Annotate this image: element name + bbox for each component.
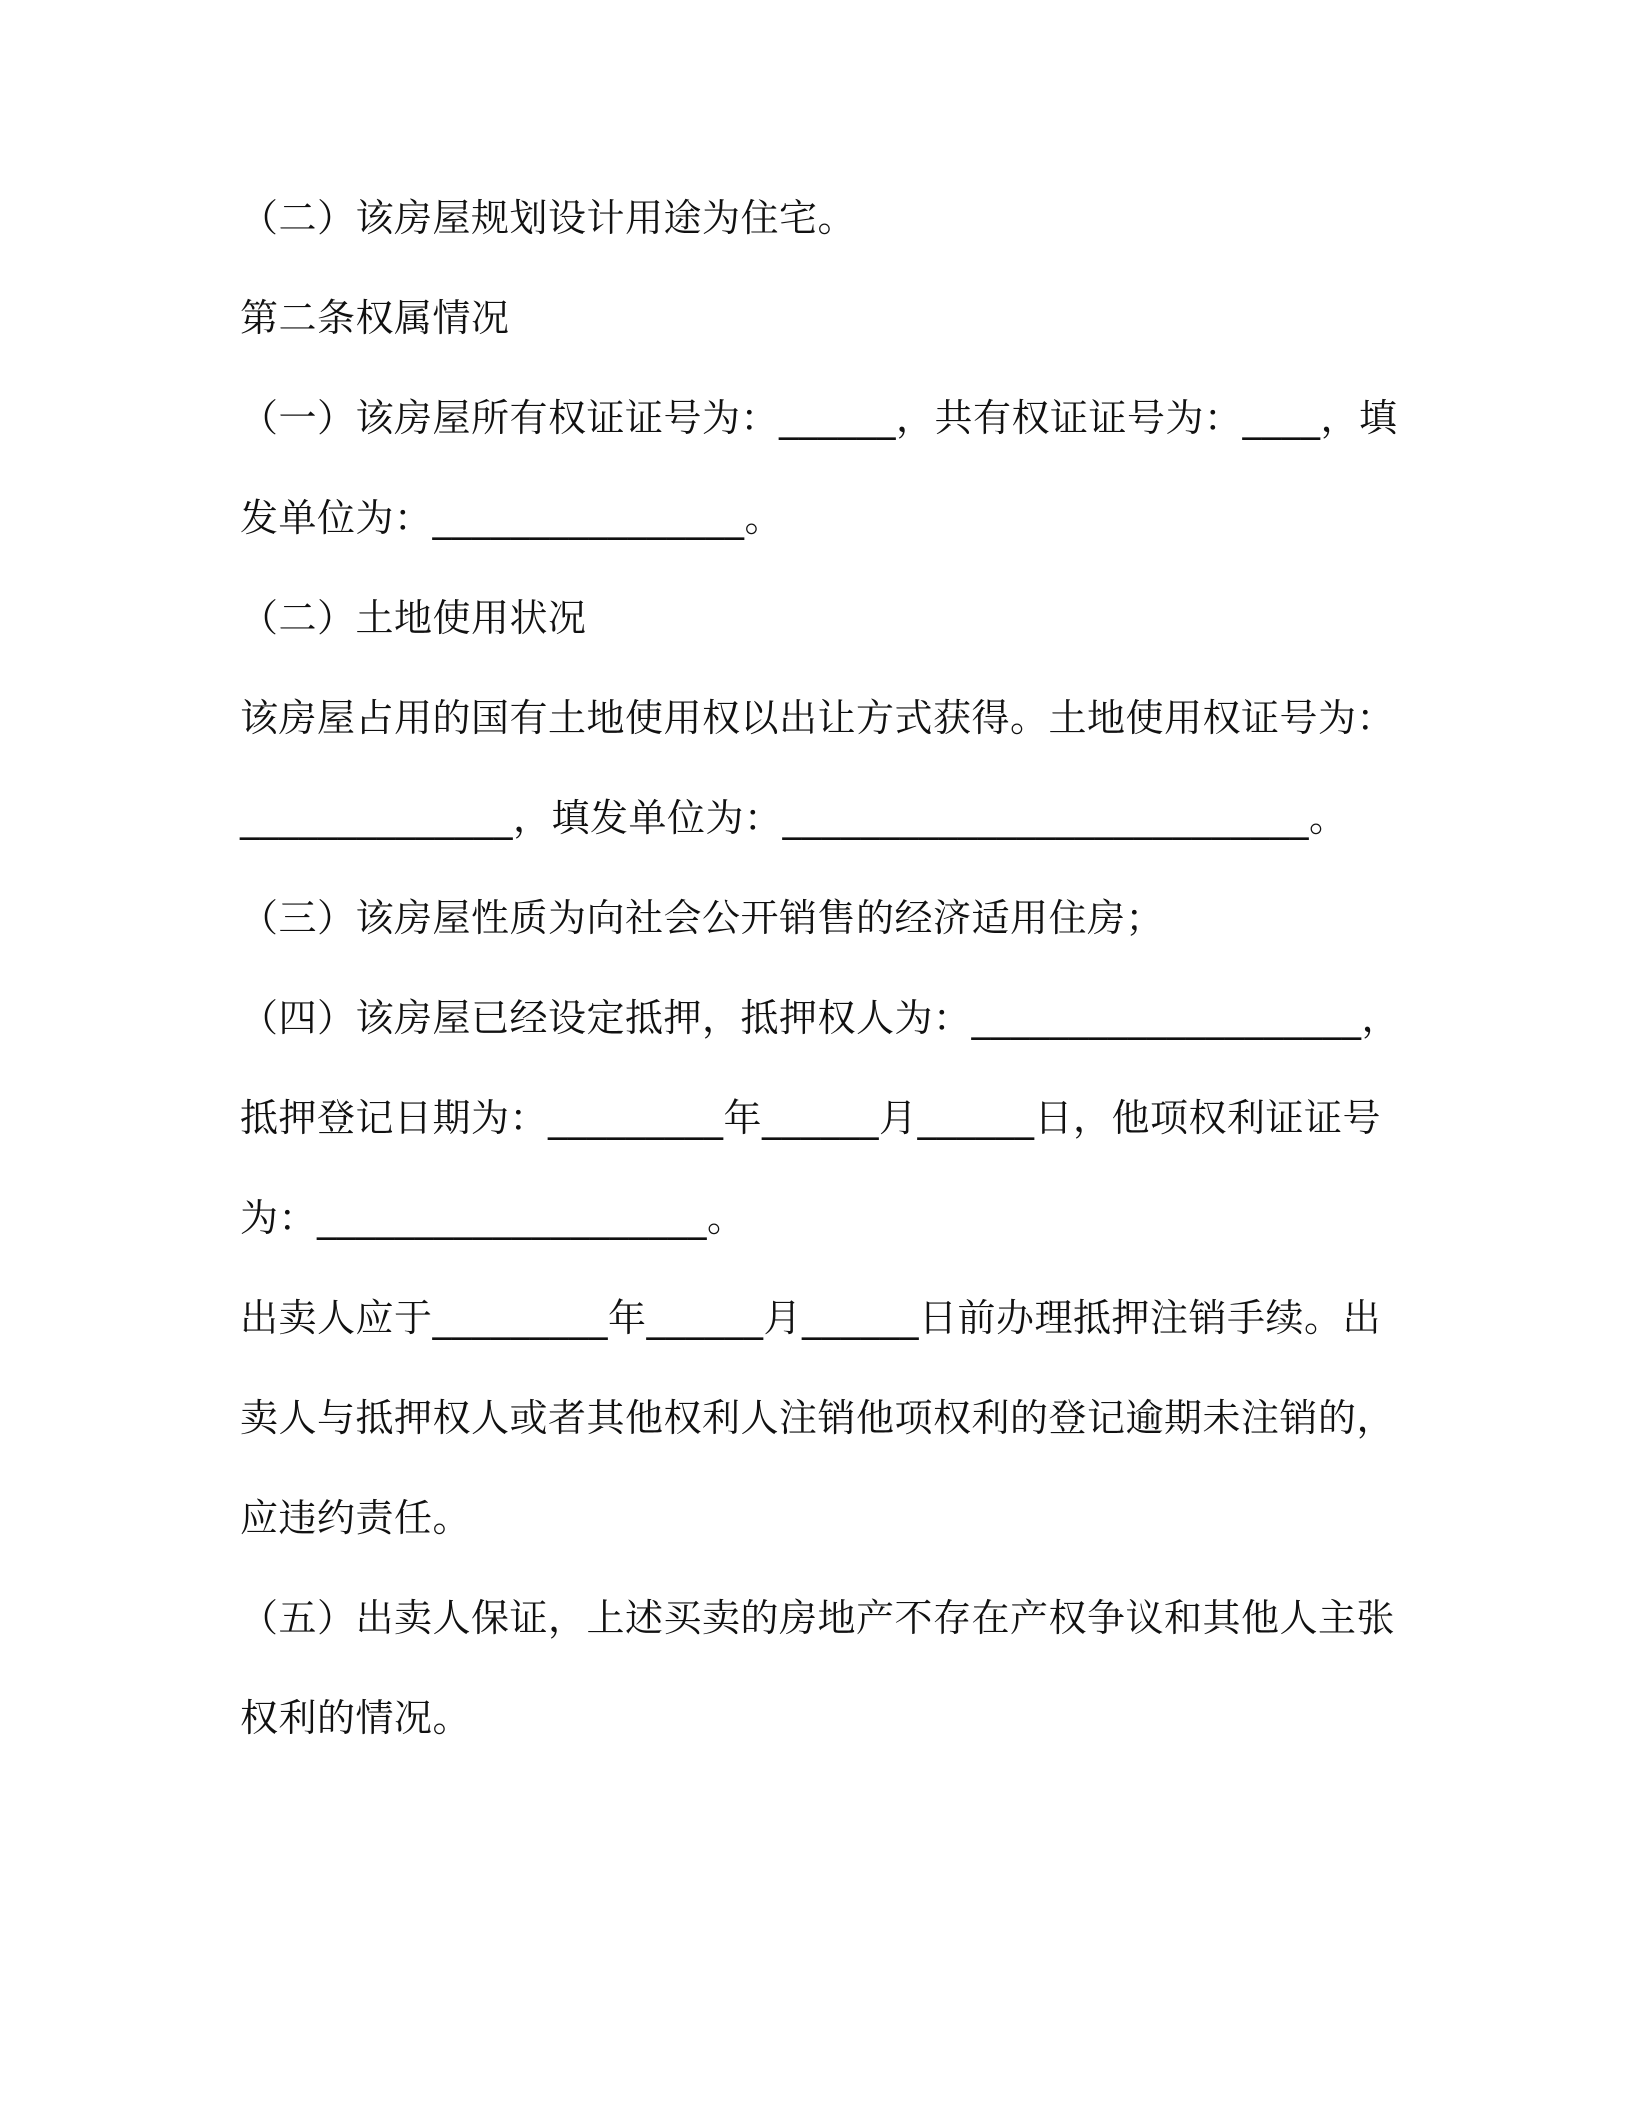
paragraph-mortgage-line-2: 抵押登记日期为：_________年______月______日，他项权利证证号 bbox=[240, 1096, 1382, 1140]
paragraph-mortgage-line-1: （四）该房屋已经设定抵押，抵押权人为：____________________， bbox=[240, 996, 1401, 1040]
paragraph-certificate-line-1: （一）该房屋所有权证证号为：______，共有权证证号为：____，填 bbox=[240, 396, 1398, 440]
paragraph-mortgage-line-3: 为：____________________。 bbox=[240, 1196, 746, 1240]
paragraph-cancellation-line-2: 卖人与抵押权人或者其他权利人注销他项权利的登记逾期未注销的， bbox=[240, 1396, 1396, 1440]
paragraph-guarantee-line-1: （五）出卖人保证，上述买卖的房地产不存在产权争议和其他人主张 bbox=[240, 1596, 1396, 1640]
paragraph-land-line-1: 该房屋占用的国有土地使用权以出让方式获得。土地使用权证号为： bbox=[240, 696, 1396, 740]
paragraph-housing-nature: （三）该房屋性质为向社会公开销售的经济适用住房； bbox=[240, 896, 1165, 940]
section-heading-ownership: 第二条权属情况 bbox=[240, 296, 510, 340]
subheading-land-use: （二）土地使用状况 bbox=[240, 596, 587, 640]
paragraph-guarantee-line-2: 权利的情况。 bbox=[240, 1696, 472, 1740]
paragraph-cancellation-line-3: 应违约责任。 bbox=[240, 1496, 472, 1540]
paragraph-certificate-line-2: 发单位为：________________。 bbox=[240, 496, 784, 540]
paragraph-cancellation-line-1: 出卖人应于_________年______月______日前办理抵押注销手续。出 bbox=[240, 1296, 1382, 1340]
paragraph-land-line-2: ______________，填发单位为：___________________________。 bbox=[240, 796, 1348, 840]
paragraph-purpose: （二）该房屋规划设计用途为住宅。 bbox=[240, 196, 857, 240]
